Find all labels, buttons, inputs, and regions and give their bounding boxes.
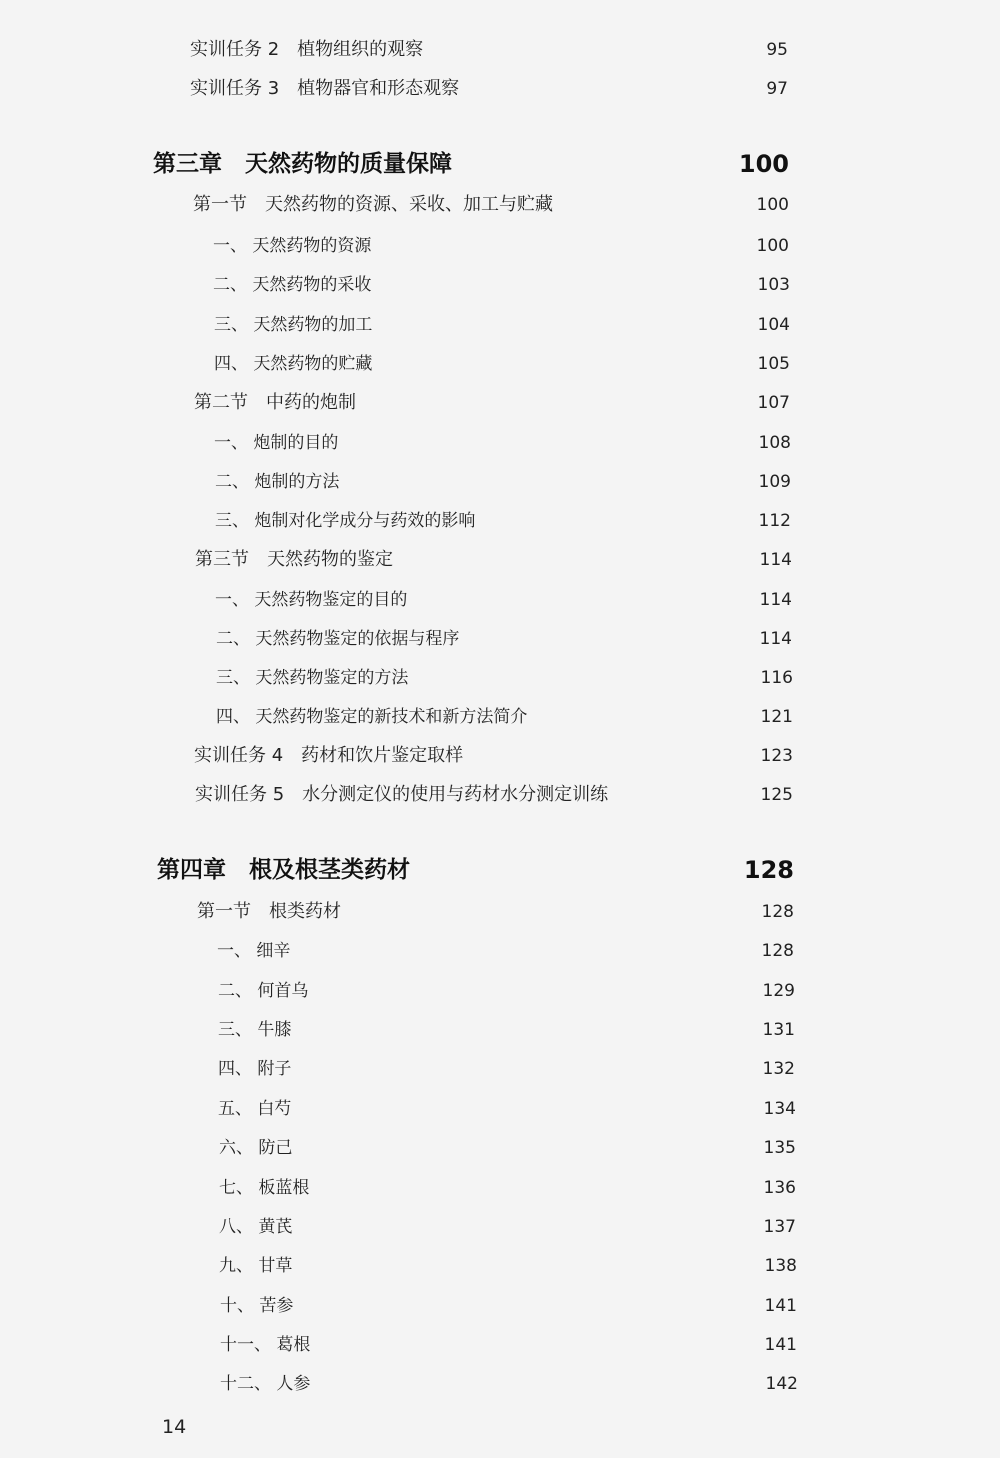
toc-entry-title: 实训任务 3 植物器官和形态观察 [190, 78, 460, 99]
toc-entry-title: 二、 何首乌 [218, 981, 309, 1001]
toc-row-sub [0, 228, 1000, 264]
toc-row-section [0, 385, 1000, 421]
toc-row-sub [0, 425, 1000, 461]
toc-entry-title: 第一节 根类药材 [197, 901, 341, 922]
toc-entry-title: 第二节 中药的炮制 [194, 392, 356, 413]
toc-row-sub [0, 933, 1000, 969]
toc-entry-title: 九、 甘草 [219, 1256, 293, 1276]
toc-entry-page: 134 [763, 1099, 796, 1119]
toc-row-section [0, 542, 1000, 578]
toc-entry-page: 114 [759, 629, 792, 649]
toc-entry-page: 141 [764, 1335, 797, 1355]
toc-entry-page: 103 [757, 275, 790, 295]
toc-entry-title: 第四章 根及根茎类药材 [157, 857, 410, 883]
toc-entry-title: 实训任务 5 水分测定仪的使用与药材水分测定训练 [195, 784, 609, 805]
toc-entry-page: 107 [757, 393, 790, 413]
toc-entry-title: 二、 天然药物鉴定的依据与程序 [216, 629, 460, 649]
toc-entry-title: 四、 天然药物鉴定的新技术和新方法简介 [216, 707, 528, 727]
toc-entry-page: 116 [760, 668, 793, 688]
toc-entry-page: 137 [763, 1217, 796, 1237]
toc-entry-title: 四、 附子 [218, 1059, 292, 1079]
toc-entry-title: 十一、 葛根 [220, 1335, 311, 1355]
toc-row-sub [0, 346, 1000, 382]
toc-entry-title: 一、 细辛 [217, 941, 291, 961]
toc-entry-page: 128 [761, 941, 794, 961]
toc-entry-page: 100 [756, 236, 789, 256]
toc-entry-title: 五、 白芍 [218, 1099, 292, 1119]
toc-entry-page: 95 [766, 40, 788, 60]
toc-entry-title: 三、 牛膝 [218, 1020, 292, 1040]
toc-entry-title: 十二、 人参 [220, 1374, 311, 1394]
toc-entry-title: 三、 炮制对化学成分与药效的影响 [215, 511, 476, 531]
toc-entry-title: 四、 天然药物的贮藏 [214, 354, 373, 374]
toc-row-sub [0, 267, 1000, 303]
toc-row-sub [0, 1170, 1000, 1206]
toc-entry-page: 108 [758, 433, 791, 453]
toc-entry-title: 七、 板蓝根 [219, 1178, 310, 1198]
toc-entry-page: 109 [758, 472, 791, 492]
toc-row-sub [0, 1366, 1000, 1402]
toc-entry-title: 三、 天然药物的加工 [214, 315, 373, 335]
toc-entry-title: 第三节 天然药物的鉴定 [195, 549, 393, 570]
toc-row-sub [0, 1051, 1000, 1087]
toc-entry-title: 第三章 天然药物的质量保障 [153, 151, 452, 177]
toc-entry-title: 一、 天然药物的资源 [213, 236, 372, 256]
toc-row-sub [0, 464, 1000, 500]
toc-row-chapter [0, 142, 1000, 186]
toc-entry-page: 136 [763, 1178, 796, 1198]
toc-row-task [0, 777, 1000, 813]
toc-entry-title: 二、 炮制的方法 [215, 472, 340, 492]
toc-row-sub [0, 503, 1000, 539]
toc-row-section [0, 894, 1000, 930]
toc-entry-page: 100 [756, 195, 789, 215]
toc-entry-page: 125 [760, 785, 793, 805]
toc-row-sub [0, 973, 1000, 1009]
toc-entry-title: 实训任务 2 植物组织的观察 [190, 39, 424, 60]
toc-entry-page: 97 [766, 79, 788, 99]
toc-row-sub [0, 699, 1000, 735]
page-number: 14 [162, 1416, 187, 1438]
toc-entry-page: 105 [757, 354, 790, 374]
toc-entry-title: 八、 黄芪 [219, 1217, 293, 1237]
toc-row-section [0, 187, 1000, 223]
toc-row-sub [0, 1209, 1000, 1245]
toc-row-sub [0, 1130, 1000, 1166]
toc-entry-page: 142 [765, 1374, 798, 1394]
toc-entry-page: 132 [762, 1059, 795, 1079]
toc-entry-page: 138 [764, 1256, 797, 1276]
toc-entry-page: 114 [759, 590, 792, 610]
toc-row-sub [0, 582, 1000, 618]
toc-row-chapter [0, 848, 1000, 892]
toc-entry-title: 三、 天然药物鉴定的方法 [216, 668, 409, 688]
toc-entry-title: 第一节 天然药物的资源、采收、加工与贮藏 [193, 194, 553, 215]
toc-row-task [0, 32, 1000, 68]
toc-entry-page: 135 [763, 1138, 796, 1158]
toc-entry-page: 104 [757, 315, 790, 335]
toc-row-sub [0, 1091, 1000, 1127]
toc-entry-page: 123 [760, 746, 793, 766]
toc-entry-page: 131 [762, 1020, 795, 1040]
toc-row-sub [0, 1248, 1000, 1284]
toc-entry-page: 121 [760, 707, 793, 727]
toc-row-sub [0, 1327, 1000, 1363]
toc-entry-title: 六、 防己 [219, 1138, 293, 1158]
toc-entry-title: 十、 苦参 [220, 1296, 294, 1316]
toc-row-sub [0, 307, 1000, 343]
toc-entry-page: 114 [759, 550, 792, 570]
toc-entry-page: 100 [738, 150, 789, 178]
toc-row-sub [0, 660, 1000, 696]
toc-row-task [0, 71, 1000, 107]
toc-row-sub [0, 1012, 1000, 1048]
toc-entry-page: 112 [758, 511, 791, 531]
toc-entry-page: 141 [764, 1296, 797, 1316]
toc-row-sub [0, 621, 1000, 657]
toc-entry-page: 129 [762, 981, 795, 1001]
toc-entry-title: 一、 炮制的目的 [214, 433, 339, 453]
toc-entry-title: 一、 天然药物鉴定的目的 [215, 590, 408, 610]
toc-entry-page: 128 [761, 902, 794, 922]
toc-row-task [0, 738, 1000, 774]
toc-entry-title: 实训任务 4 药材和饮片鉴定取样 [194, 745, 464, 766]
toc-entry-page: 128 [743, 856, 794, 884]
toc-row-sub [0, 1288, 1000, 1324]
toc-entry-title: 二、 天然药物的采收 [213, 275, 372, 295]
